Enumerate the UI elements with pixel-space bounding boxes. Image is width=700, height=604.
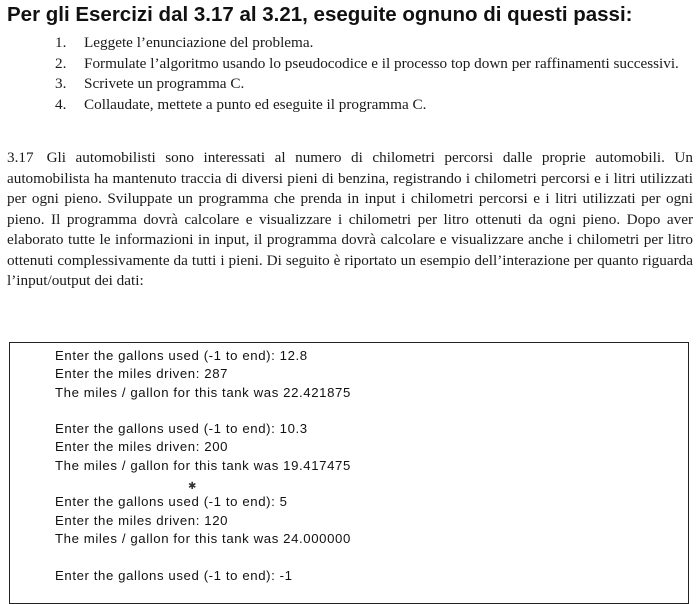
- list-item: [55, 54, 695, 75]
- step-text: Formulate l’algoritmo usando lo pseudocodice e il processo top down per raffinamenti successivi.: [84, 54, 679, 72]
- exercise-paragraph: [7, 148, 693, 292]
- list-item: [55, 95, 695, 116]
- sample-output-text: Enter the gallons used (-1 to end): 12.8 Enter the miles driven: 287 The miles / gallon for this tank was 22.421875 Enter the gallons used (-1 to end): 10.3 Enter the miles driven: 200 The miles / gallon for this tank was 19.417475 Enter the gallons used (-1 to end): 5 Enter the miles driven: 120 The miles / gallon for this tank was 24.000000 Enter the gallons used (-1 to end): -1: [55, 348, 351, 583]
- step-number: 4.: [55, 95, 67, 113]
- exercise-text: Gli automobilisti sono interessati al numero di chilometri percorsi dalle proprie automobili. Un automobilista ha mantenuto traccia di diversi pieni di benzina, registrando i chilometri percorsi e i litri utilizzati per ogni pieno. Sviluppate un programma che prenda in input i chilometri percorsi e i litri utilizzati per ogni pieno. Il programma dovrà calcolare e visualizzare i chilometri per litro ottenuti da ogni pieno. Dopo aver elaborato tutte le informazioni in input, il programma dovrà calcolare e visualizzare anche i chilometri per litro ottenuti complessivamente da tutti i pieni. Di seguito è riportato un esempio dell’interazione per quanto riguarda l’input/output dei dati:: [7, 149, 693, 289]
- sample-output-box: [9, 342, 689, 604]
- step-text: Scrivete un programma C.: [84, 75, 245, 92]
- step-text: Collaudate, mettete a punto ed eseguite il programma C.: [84, 95, 427, 113]
- list-item: [55, 33, 695, 54]
- exercise-number: 3.17: [7, 149, 34, 166]
- step-number: 3.: [55, 75, 67, 92]
- step-text: Leggete l’enunciazione del problema.: [84, 34, 314, 51]
- steps-list: [55, 33, 695, 115]
- list-item: [55, 74, 695, 95]
- page-heading: Per gli Esercizi dal 3.17 al 3.21, eseguite ognuno di questi passi:: [7, 3, 633, 26]
- step-number: 2.: [55, 54, 67, 72]
- scan-artifact-mark: ✱: [188, 481, 197, 492]
- step-number: 1.: [55, 34, 67, 51]
